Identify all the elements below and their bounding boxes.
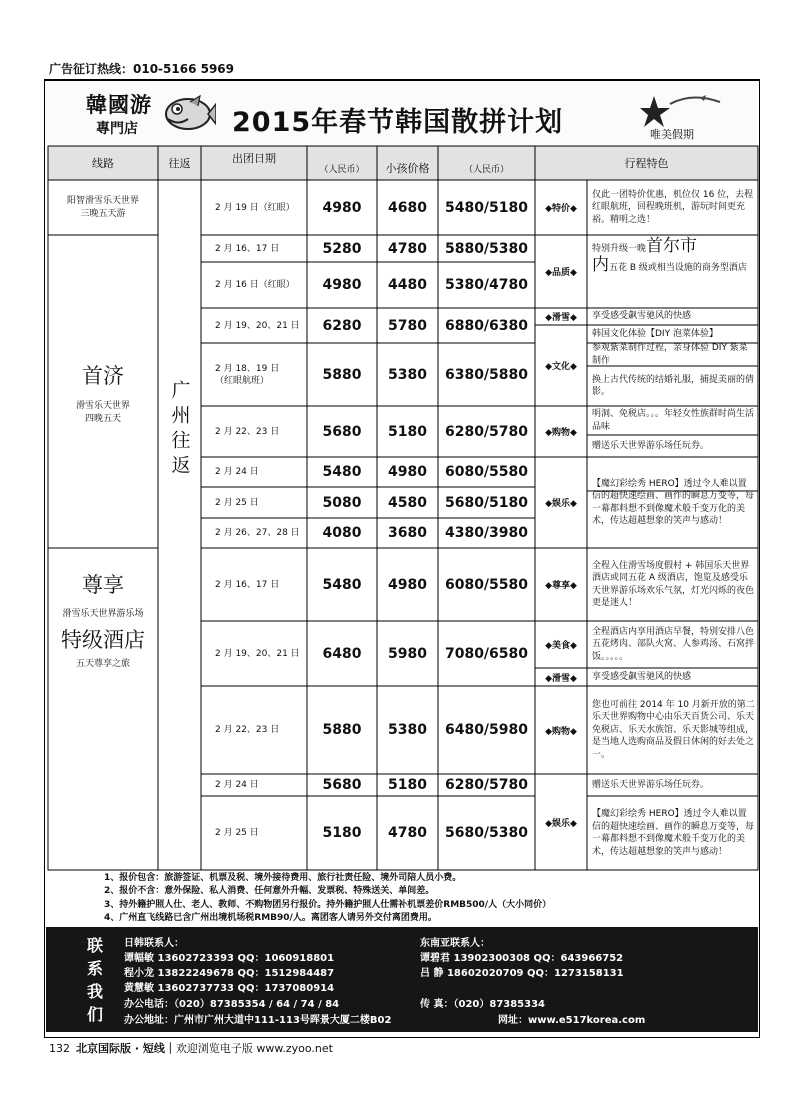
ebook-link[interactable]: 欢迎浏览电子版 www.zyoo.net xyxy=(175,1042,333,1055)
header-child: 小孩价格 xyxy=(385,162,430,175)
single-supplement-price: 5680/5180 xyxy=(444,494,529,511)
brand-name: 唯美假期 xyxy=(650,128,694,141)
edition-label: 北京国际版 · 短线｜ xyxy=(76,1042,176,1055)
page-title: 2015年春节韩国散拼计划 xyxy=(232,107,564,138)
single-supplement-price: 6880/6380 xyxy=(444,317,529,334)
contact-person: 谭幅敏 13602723393 QQ：1060918801 xyxy=(124,953,335,964)
feature-food: 全程酒店内享用酒店早餐，特别安排八色五花烤肉、部队火窝、人参鸡汤、石窝拌饭。。。。。 xyxy=(592,626,755,662)
single-supplement-price: 5880/5380 xyxy=(444,240,529,257)
feature-quality-d: 五花 B 级或相当设施的商务型酒店 xyxy=(609,263,747,273)
adult-price: 4980 xyxy=(322,277,362,293)
single-supplement-price: 7080/6580 xyxy=(444,645,529,662)
single-supplement-price: 5480/5180 xyxy=(444,199,529,216)
child-price: 5180 xyxy=(388,423,427,440)
departure-date: 2 月 24 日 xyxy=(215,467,259,477)
departure-date: 2 月 19 日（红眼） xyxy=(215,202,295,213)
website[interactable]: 网址：www.e517korea.com xyxy=(498,1015,646,1026)
child-price: 5380 xyxy=(388,722,427,738)
departure-date: 2 月 25 日 xyxy=(215,828,259,838)
tag-shopping: ◆购物◆ xyxy=(545,428,577,438)
departure-date: 2 月 22、23 日 xyxy=(215,725,280,735)
feature-quality-b: 首尔市 xyxy=(646,236,698,256)
office-phone: 办公电话：（020）87385354 / 64 / 74 / 84 xyxy=(124,999,340,1010)
contact-person: 吕 静 18602020709 QQ：1273158131 xyxy=(420,968,624,979)
office-fax: 传 真：（020）87385334 xyxy=(420,999,546,1010)
single-supplement-price: 6380/5880 xyxy=(444,366,529,383)
header-adult-unit: （人民币） xyxy=(319,164,365,175)
child-price: 5180 xyxy=(388,777,427,793)
feature-lotte-world-mall: 您也可前往 2014 年 10 月新开放的第二乐天世界购物中心由乐天百货公司、乐天免税店、乐天水族馆、乐天影城等组成，是当地人选购商品及假日休闲的好去处之一。 xyxy=(592,699,755,760)
departure-date: 2 月 16 日（红眼） xyxy=(215,280,295,290)
feature-quality xyxy=(587,235,758,308)
feature-shopping: 明洞、免税店。。。年轻女性族群时尚生活品味 xyxy=(592,409,755,432)
feature-lotte-ticket: 赠送乐天世界游乐场任玩券。 xyxy=(592,440,710,451)
tag-ski-2: ◆滑雪◆ xyxy=(545,673,577,684)
header-features: 行程特色 xyxy=(624,157,669,170)
child-price: 4780 xyxy=(388,825,427,841)
child-price: 4480 xyxy=(388,277,427,293)
departure-date: 2 月 19、20、21 日 xyxy=(215,648,300,659)
adult-price: 5180 xyxy=(322,825,362,841)
adult-price: 5080 xyxy=(322,494,362,511)
contact-person: 黄慧敏 13602737733 QQ：1737080914 xyxy=(124,983,335,994)
single-supplement-price: 4380/3980 xyxy=(444,525,529,541)
adult-price: 6280 xyxy=(322,317,362,334)
tag-shopping-2: ◆购物◆ xyxy=(545,726,577,737)
office-address: 办公地址：广州市广州大道中111-113号晖景大厦二楼B02 xyxy=(124,1015,392,1026)
feature-hero-show-2: 【魔幻彩绘秀 HERO】透过令人难以置信的超快速绘画、画作的瞬息万变等，每一幕都料想不到像魔术般千变万化的美术，传达超越想象的笑声与感动！ xyxy=(592,809,755,857)
single-supplement-price: 6080/5580 xyxy=(444,576,529,593)
tag-food: ◆美食◆ xyxy=(545,641,577,651)
adult-price: 6480 xyxy=(322,645,362,662)
feature-ski: 享受感受飙雪驰风的快感 xyxy=(592,311,692,322)
note-item: 4、广州直飞线路已含广州出境机场税RMB90/人。离团客人请另外交付离团费用。 xyxy=(104,913,437,924)
route-shouji-title: 首济 xyxy=(82,364,124,388)
departure-date: 2 月 16、17 日 xyxy=(215,579,280,590)
route-zunxiang-desc: 滑雪乐天世界游乐场 xyxy=(62,608,144,619)
korea-contact-title: 日韩联系人： xyxy=(124,938,184,949)
note-item: 3、持外籍护照人仕、老人、教师、不购物团另行报价。持外籍护照人仕需补机票差价RMB500/人（大小同价） xyxy=(104,899,552,910)
header-date: 出团日期 xyxy=(232,152,276,165)
adult-price: 5480 xyxy=(322,464,362,480)
child-price: 5980 xyxy=(388,645,427,662)
route-zunxiang-hotel: 特级酒店 xyxy=(61,628,145,652)
note-item: 1、报价包含：旅游签证、机票及税、境外接待费用、旅行社责任险、境外司陪人员小费。 xyxy=(104,873,462,883)
departure-date: 2 月 25 日 xyxy=(215,497,259,508)
page-number: 132 xyxy=(49,1042,70,1055)
tag-ski: ◆滑雪◆ xyxy=(545,313,577,323)
feature-ski-2: 享受感受飙雪驰风的快感 xyxy=(592,671,692,682)
departure-date: 2 月 26、27、28 日 xyxy=(215,528,300,538)
child-price: 3680 xyxy=(388,525,427,541)
child-price: 4980 xyxy=(388,464,427,480)
route-shouji-desc: 滑雪乐天世界 四晚五天 xyxy=(75,401,130,424)
child-price: 4680 xyxy=(388,199,427,216)
agency-logo: 韓國游 xyxy=(86,93,152,117)
adult-price: 5680 xyxy=(322,777,362,793)
tag-entertainment-2: ◆娱乐◆ xyxy=(545,818,577,829)
child-price: 5780 xyxy=(388,317,427,334)
departure-date: 2 月 18、19 日 （红眼航班） xyxy=(215,363,280,386)
adult-price: 5880 xyxy=(322,366,362,383)
single-supplement-price: 5380/4780 xyxy=(444,277,529,293)
side-text: 广州往返 xyxy=(168,380,191,480)
adult-price: 4080 xyxy=(322,525,362,541)
departure-date: 2 月 24 日 xyxy=(215,780,259,790)
single-supplement-price: 6480/5980 xyxy=(444,722,529,738)
tag-culture: ◆文化◆ xyxy=(545,362,577,372)
sea-contact-title: 东南亚联系人： xyxy=(420,938,490,949)
adult-price: 5680 xyxy=(322,423,362,440)
single-supplement-price: 6080/5580 xyxy=(444,464,529,480)
ad-hotline: 广告征订热线：010-5166 5969 xyxy=(49,62,235,76)
header-route: 线路 xyxy=(92,157,114,170)
adult-price: 5280 xyxy=(322,240,362,257)
adult-price: 5880 xyxy=(322,722,362,738)
header-single-unit: （人民币） xyxy=(463,164,509,175)
departure-date: 2 月 16、17 日 xyxy=(215,243,280,254)
contact-person: 程小龙 13822249678 QQ：1512984487 xyxy=(124,968,335,979)
child-price: 4780 xyxy=(388,240,427,257)
child-price: 4980 xyxy=(388,576,427,593)
notes-list xyxy=(104,872,551,926)
child-price: 4580 xyxy=(388,494,427,511)
adult-price: 4980 xyxy=(322,199,362,216)
single-supplement-price: 5680/5380 xyxy=(444,825,529,841)
contact-person: 谭碧君 13902300308 QQ：643966752 xyxy=(420,953,624,964)
agency-logo-sub: 專門店 xyxy=(96,121,138,137)
guangzhou-return-label xyxy=(158,360,201,500)
feature-culture-kimchi: 韩国文化体验【DIY 泡菜体验】 xyxy=(592,328,718,339)
tag-premium: ◆尊享◆ xyxy=(545,581,577,591)
feature-special: 仅此一团特价优惠，机位仅 16 位，去程红眼航班，回程晚班机，游玩时间更充裕。精明之选！ xyxy=(592,189,754,225)
route-yangzhi: 阳智滑雪乐天世界 三晚五天游 xyxy=(66,195,139,219)
feature-premium-hotel: 全程入住滑雪场度假村 + 韩国乐天世界酒店或同五花 A 级酒店，饱览及感受乐天世界游乐场欢乐气氛，灯光闪烁的夜色更是迷人！ xyxy=(592,560,755,608)
departure-date: 2 月 22、23 日 xyxy=(215,426,280,437)
feature-culture-seaweed: 参观紫菜制作过程，亲身体验 DIY 紫菜制作 xyxy=(592,343,748,366)
adult-price: 5480 xyxy=(322,576,362,593)
route-zunxiang-days: 五天尊享之旅 xyxy=(75,658,130,669)
tag-special: ◆特价◆ xyxy=(545,204,577,214)
feature-lotte-ticket-2: 赠送乐天世界游乐场任玩券。 xyxy=(592,779,710,790)
single-supplement-price: 6280/5780 xyxy=(444,423,529,440)
feature-hero-show: 【魔幻彩绘秀 HERO】透过令人难以置信的超快速绘画、画作的瞬息万变等，每一幕都料想不到像魔术般千变万化的美术，传达超越想象的笑声与感动！ xyxy=(592,478,755,526)
note-item: 2、报价不含：意外保险、私人消费、任何意外升幅、发票税、特殊送关、单间差。 xyxy=(104,886,435,897)
single-supplement-price: 6280/5780 xyxy=(444,777,529,793)
contact-us-label: 联系我们 xyxy=(86,936,103,1024)
header-return: 往返 xyxy=(168,157,191,170)
child-price: 5380 xyxy=(388,366,427,383)
departure-date: 2 月 19、20、21 日 xyxy=(215,320,300,331)
page-footer xyxy=(49,1040,333,1056)
feature-culture-dress: 换上古代传统的结婚礼服，捕捉美丽的倩影。 xyxy=(592,374,755,397)
tag-quality: ◆品质◆ xyxy=(545,268,577,278)
route-zunxiang-title: 尊享 xyxy=(82,573,124,597)
tag-entertainment: ◆娱乐◆ xyxy=(545,499,577,509)
feature-quality-c: 内 xyxy=(592,255,609,275)
feature-quality-a: 特别升级一晚 xyxy=(592,244,647,254)
